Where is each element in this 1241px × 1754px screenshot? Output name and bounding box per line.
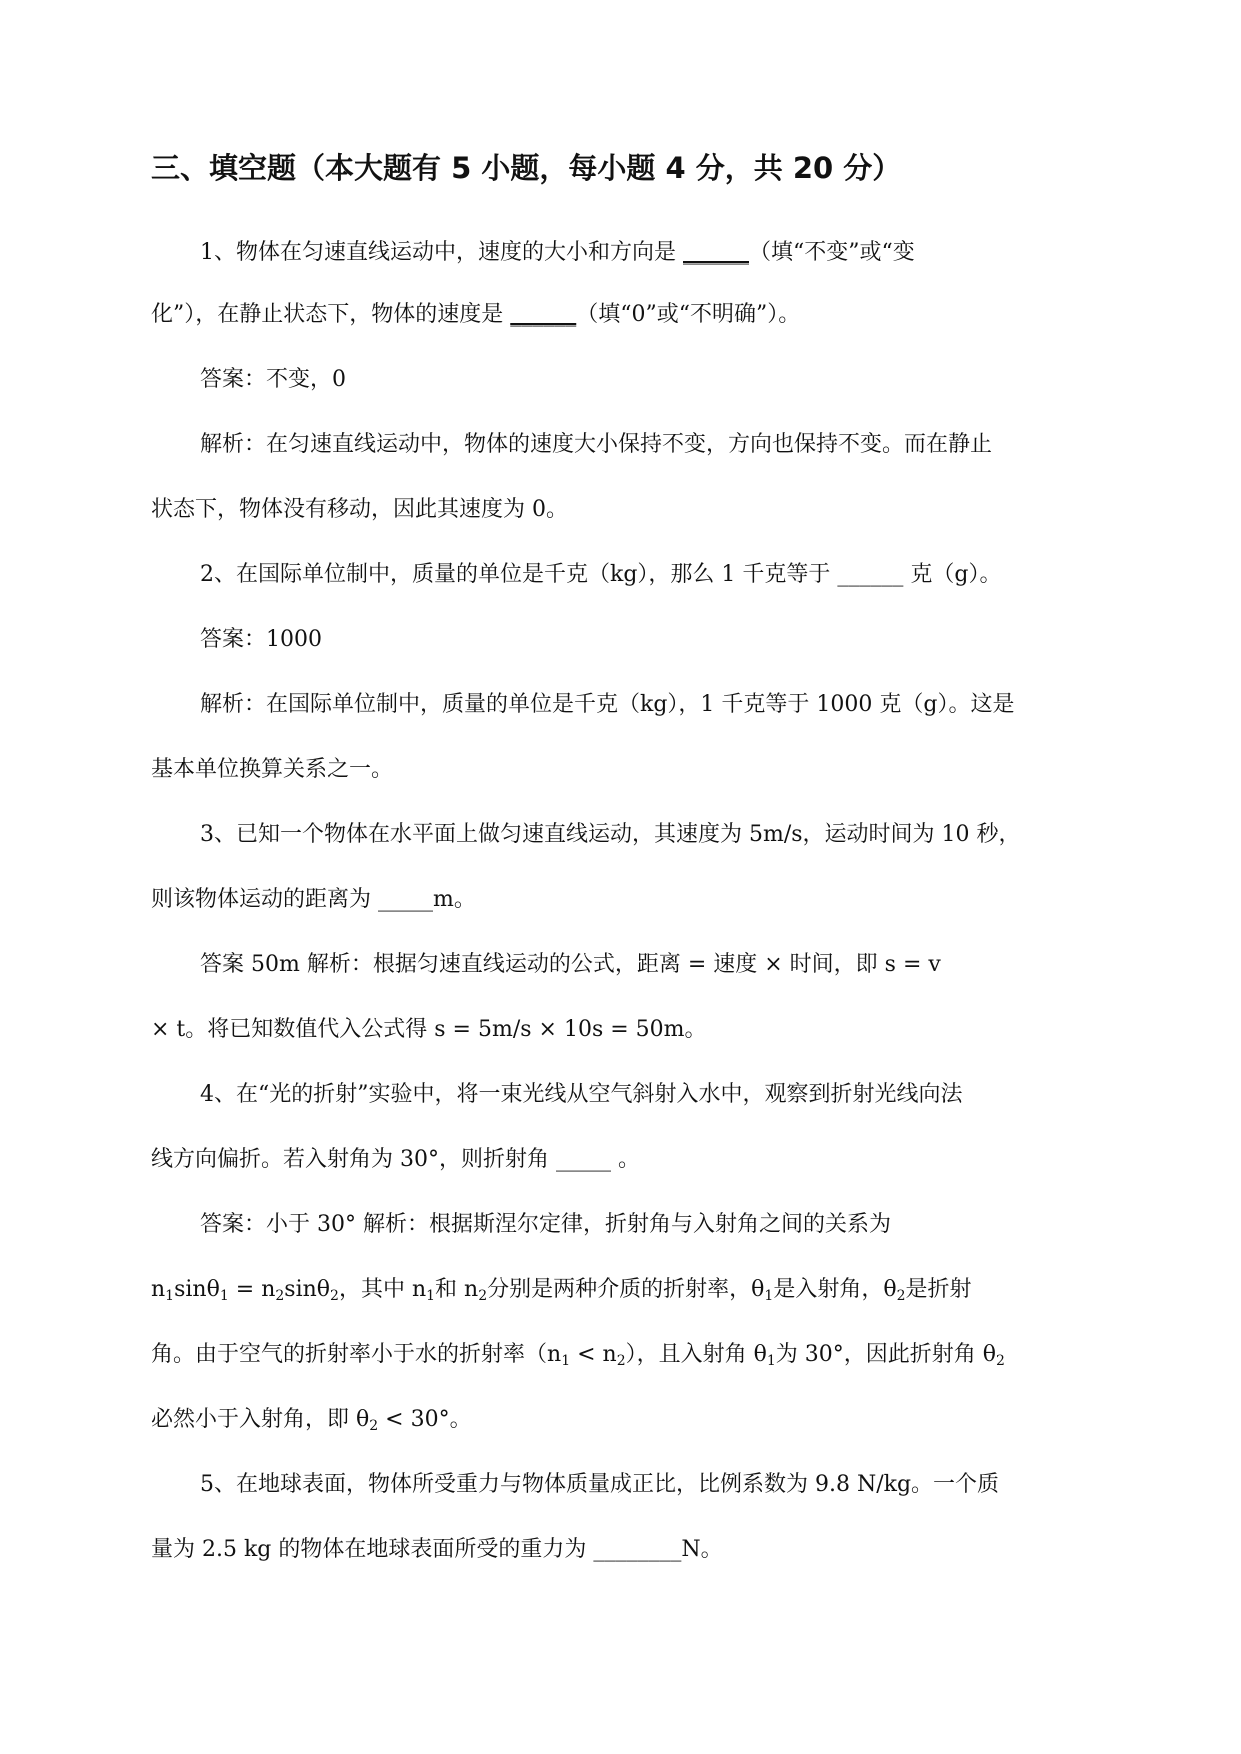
text: < [570, 1342, 603, 1367]
question-4-answer-analysis-line-1: 答案：小于 30° 解析：根据斯涅尔定律，折射角与入射角之间的关系为 [200, 1212, 891, 1237]
question-4-line-2: 线方向偏折。若入射角为 30°，则折射角 _____ 。 [151, 1147, 640, 1172]
text: ，其中 [338, 1277, 412, 1302]
question-3-answer-analysis-line-2: × t。将已知数值代入公式得 s = 5m/s × 10s = 50m。 [151, 1017, 707, 1042]
question-4-analysis-line-4 [151, 1403, 1101, 1437]
subscript: 1 [764, 1288, 774, 1304]
subscript: 2 [275, 1288, 285, 1304]
question-1-analysis-line-1: 解析：在匀速直线运动中，物体的速度大小保持不变，方向也保持不变。而在静止 [200, 432, 993, 457]
text: n [547, 1342, 562, 1367]
text: n [261, 1277, 276, 1302]
question-5-line-2: 量为 2.5 kg 的物体在地球表面所受的重力为 ________N。 [151, 1537, 723, 1562]
question-2-analysis-line-2: 基本单位换算关系之一。 [151, 757, 394, 782]
question-3-answer-analysis-line-1: 答案 50m 解析：根据匀速直线运动的公式，距离 = 速度 × 时间，即 s = v [200, 952, 941, 977]
text: ），且入射角 θ [625, 1342, 767, 1367]
subscript: 2 [996, 1353, 1005, 1369]
question-4-analysis-line-3 [151, 1338, 1101, 1372]
subscript: 2 [896, 1288, 906, 1304]
text: 是折射 [905, 1277, 972, 1302]
question-4-formula-line [151, 1273, 1101, 1307]
text: n [602, 1342, 617, 1367]
subscript: 2 [616, 1353, 626, 1369]
text: 和 [435, 1277, 465, 1302]
subscript: 1 [219, 1288, 229, 1304]
text: 化”），在静止状态下，物体的速度是 [151, 302, 511, 327]
text: 角。由于空气的折射率小于水的折射率（ [151, 1342, 548, 1367]
subscript: 1 [426, 1288, 436, 1304]
text: n [464, 1277, 479, 1302]
text: （填“不变”或“变 [749, 240, 915, 265]
question-1-answer: 答案：不变，0 [200, 367, 346, 392]
subscript: 1 [766, 1353, 776, 1369]
text: 为 30°，因此折射角 θ [775, 1342, 997, 1367]
question-3-line-2: 则该物体运动的距离为 _____m。 [151, 887, 476, 912]
question-1-line-1 [200, 236, 1150, 270]
section-title: 三、填空题（本大题有 5 小题，每小题 4 分，共 20 分） [151, 151, 902, 185]
question-5-line-1: 5、在地球表面，物体所受重力与物体质量成正比，比例系数为 9.8 N/kg。一个质 [200, 1472, 1000, 1497]
question-4-line-1: 4、在“光的折射”实验中，将一束光线从空气斜射入水中，观察到折射光线向法 [200, 1082, 963, 1107]
text: 是入射角，θ [773, 1277, 897, 1302]
text: n [151, 1277, 166, 1302]
text: 分别是两种介质的折射率，θ [487, 1277, 765, 1302]
answer-blank: ______ [683, 240, 749, 265]
question-2-answer: 答案：1000 [200, 627, 322, 652]
subscript: 1 [561, 1353, 571, 1369]
text: sinθ [284, 1277, 331, 1302]
question-1-analysis-line-2: 状态下，物体没有移动，因此其速度为 0。 [151, 497, 568, 522]
text: sinθ [174, 1277, 220, 1302]
answer-blank: ______ [510, 302, 577, 327]
text: = [228, 1277, 262, 1302]
text: n [411, 1277, 427, 1302]
question-2-line-1: 2、在国际单位制中，质量的单位是千克（kg），那么 1 千克等于 ______ 克（g）。 [200, 562, 1002, 587]
subscript: 2 [330, 1288, 339, 1304]
question-3-line-1: 3、已知一个物体在水平面上做匀速直线运动，其速度为 5m/s，运动时间为 10 秒， [200, 822, 1021, 847]
subscript: 1 [165, 1288, 175, 1304]
subscript: 2 [478, 1288, 488, 1304]
question-1-line-2 [151, 298, 1101, 332]
question-2-analysis-line-1: 解析：在国际单位制中，质量的单位是千克（kg），1 千克等于 1000 克（g）。这是 [200, 692, 1015, 717]
subscript: 2 [369, 1418, 379, 1434]
text: （填“0”或“不明确”）。 [576, 302, 801, 327]
text: < 30°。 [378, 1407, 472, 1432]
text: 必然小于入射角，即 θ [151, 1407, 370, 1432]
text: 1、物体在匀速直线运动中，速度的大小和方向是 [200, 240, 683, 265]
